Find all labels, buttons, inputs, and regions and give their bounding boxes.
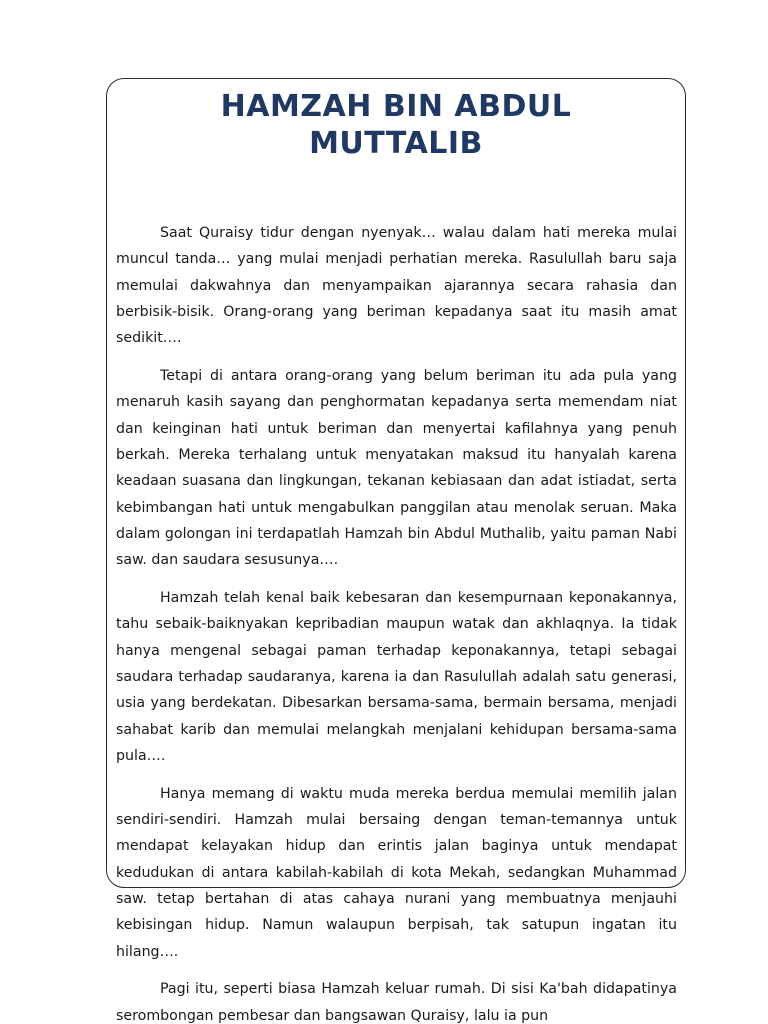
title-line-2: MUTTALIB <box>309 126 483 161</box>
paragraph-4: Hanya memang di waktu muda mereka berdua memulai memilih jalan sendiri-sendiri. Hamzah mulai bersaing dengan teman-temannya untuk mendapat kelayakan hidup dan erintis jalan baginya untuk mendapat kedudukan di antara kabilah-kabilah di kota Mekah, sedangkan Muhammad saw. tetap bertahan di atas cahaya nurani yang membuatnya menjauhi kebisingan hidup. Namun walaupun berpisah, tak satupun ingatan itu hilang…. <box>116 785 677 960</box>
paragraph-3: Hamzah telah kenal baik kebesaran dan kesempurnaan keponakannya, tahu sebaik-baiknyakan kepribadian maupun watak dan akhlaqnya. Ia tidak hanya mengenal sebagai paman terhadap keponakannya, tetapi sebagai saudara terhadap saudaranya, karena ia dan Rasulullah adalah satu generasi, usia yang berdekatan. Dibesarkan bersama-sama, bermain bersama, menjadi sahabat karib dan memulai melangkah menjalani kehidupan bersama-sama pula…. <box>116 590 677 764</box>
document-title <box>106 88 686 162</box>
title-line-1: HAMZAH BIN ABDUL <box>220 89 572 124</box>
document-body <box>116 220 677 1024</box>
paragraph-5: Pagi itu, seperti biasa Hamzah keluar rumah. Di sisi Ka'bah didapatinya serombongan pembesar dan bangsawan Quraisy, lalu ia pun <box>116 981 677 1024</box>
paragraph-1: Saat Quraisy tidur dengan nyenyak… walau dalam hati mereka mulai muncul tanda… yang mulai menjadi perhatian mereka. Rasulullah baru saja memulai dakwahnya dan menyampaikan ajarannya secara rahasia dan berbisik-bisik. Orang-orang yang beriman kepadanya saat itu masih amat sedikit…. <box>116 225 677 347</box>
paragraph-2: Tetapi di antara orang-orang yang belum beriman itu ada pula yang menaruh kasih sayang dan penghormatan kepadanya serta memendam niat dan keinginan hati untuk beriman dan menyertai kafilahnya yang penuh berkah. Mereka terhalang untuk menyatakan maksud itu hanyalah karena keadaan suasana dan lingkungan, tekanan kebiasaan dan adat istiadat, serta kebimbangan hati untuk mengabulkan panggilan atau menolak seruan. Maka dalam golongan ini terdapatlah Hamzah bin Abdul Muthalib, yaitu paman Nabi saw. dan saudara sesusunya…. <box>116 368 677 569</box>
